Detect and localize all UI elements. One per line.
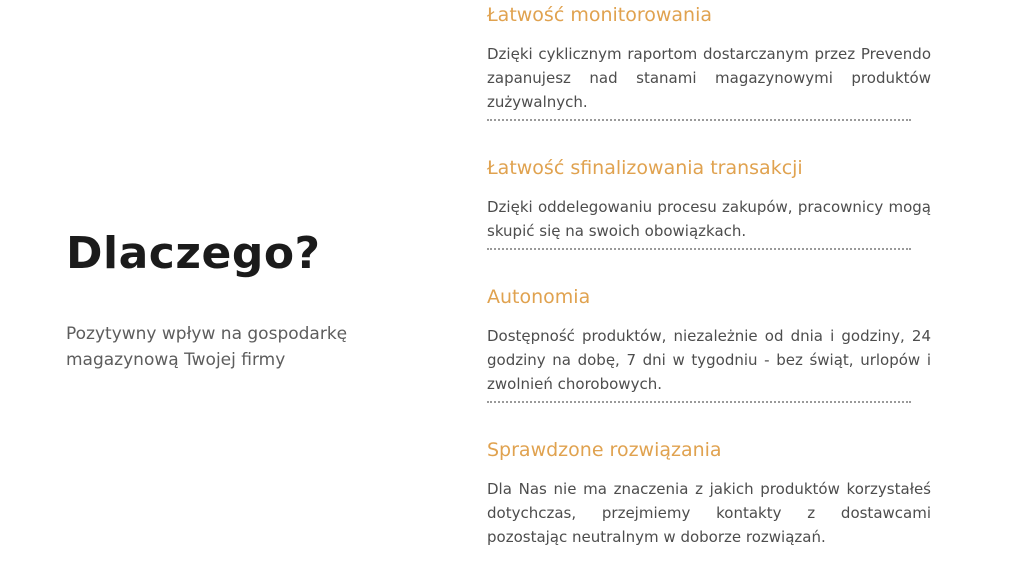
feature-autonomy xyxy=(487,284,931,410)
feature-transaction xyxy=(487,155,931,257)
feature-title: Łatwość sfinalizowania transakcji xyxy=(487,157,803,179)
dotted-divider xyxy=(487,248,911,250)
feature-description: Dzięki oddelegowaniu procesu zakupów, pracownicy mogą skupić się na swoich obowiązkach. xyxy=(487,198,931,240)
features-list xyxy=(487,2,931,556)
intro-section xyxy=(66,228,426,373)
feature-title: Łatwość monitorowania xyxy=(487,4,713,26)
dotted-divider xyxy=(487,401,911,403)
feature-monitoring xyxy=(487,2,931,128)
feature-description: Dostępność produktów, niezależnie od dnia i godziny, 24 godziny na dobę, 7 dni w tygodniu - bez świąt, urlopów i zwolnień chorobowych. xyxy=(487,327,931,393)
feature-proven-solutions xyxy=(487,437,931,556)
dotted-divider xyxy=(487,119,911,121)
feature-description: Dzięki cyklicznym raportom dostarczanym przez Prevendo zapanujesz nad stanami magazynowymi produktów zużywalnych. xyxy=(487,45,931,111)
feature-description: Dla Nas nie ma znaczenia z jakich produktów korzystałeś dotychczas, przejmiemy kontakty z dostawcami pozostając neutralnym w doborze rozwiązań. xyxy=(487,480,931,546)
feature-title: Autonomia xyxy=(487,286,591,308)
section-title: Dlaczego? xyxy=(66,228,321,279)
section-subtitle: Pozytywny wpływ na gospodarkę magazynową Twojej firmy xyxy=(66,324,348,370)
feature-title: Sprawdzone rozwiązania xyxy=(487,439,722,461)
